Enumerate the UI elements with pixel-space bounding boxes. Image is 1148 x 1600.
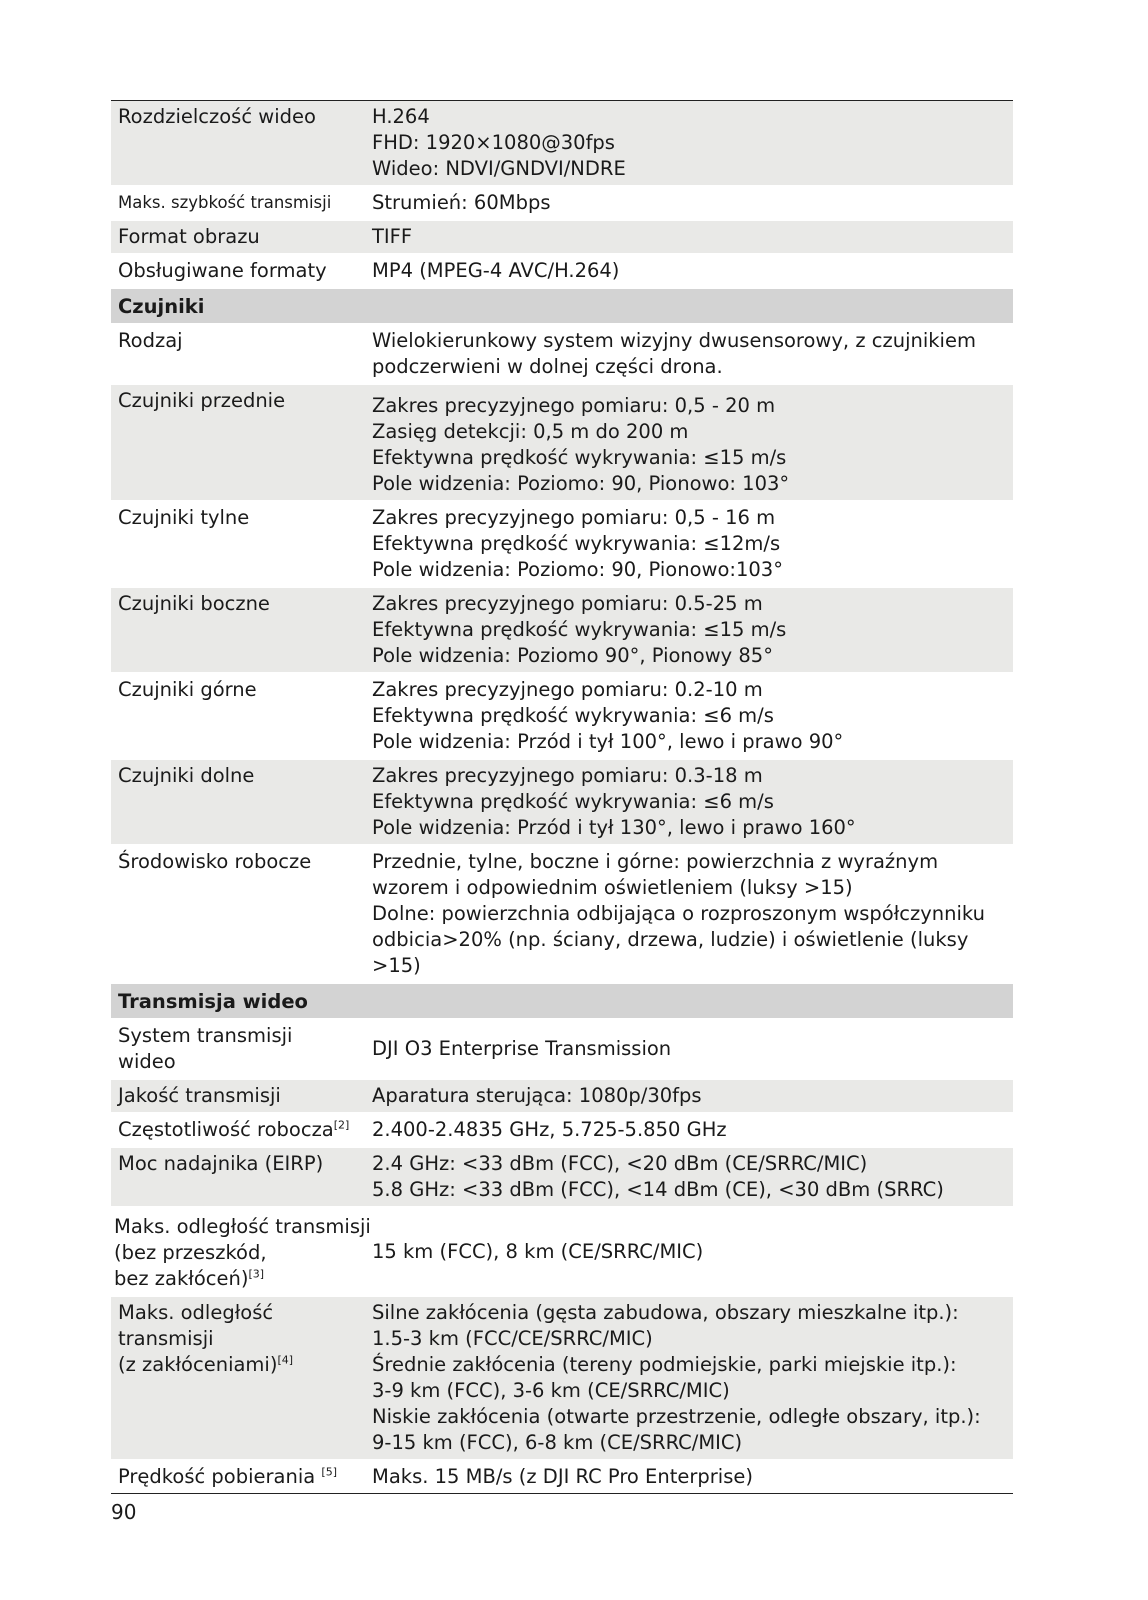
table-row: [111, 253, 1013, 287]
table-row: [111, 219, 1013, 253]
spec-key: Format obrazu: [118, 225, 260, 248]
spec-key: Czujniki boczne: [118, 592, 270, 615]
spec-key: System transmisji wideo: [118, 1024, 293, 1073]
table-row: [111, 1078, 1013, 1112]
table-row: [111, 500, 1013, 586]
spec-key: Rodzaj: [118, 329, 183, 352]
spec-value: Wielokierunkowy system wizyjny dwusensorowy, z czujnikiem podczerwieni w dolnej części drona.: [372, 329, 976, 378]
spec-value: MP4 (MPEG-4 AVC/H.264): [372, 259, 620, 282]
spec-value: 15 km (FCC), 8 km (CE/SRRC/MIC): [372, 1239, 704, 1263]
table-row: [111, 844, 1013, 982]
table-row: [111, 1112, 1013, 1146]
page-number: 90: [111, 1500, 137, 1524]
table-row: [111, 1018, 1013, 1078]
table-row: [111, 185, 1013, 219]
spec-value: Strumień: 60Mbps: [372, 191, 551, 214]
section-header: Transmisja wideo: [111, 982, 1013, 1018]
spec-value: Zakres precyzyjnego pomiaru: 0.2-10 m Efektywna prędkość wykrywania: ≤6 m/s Pole widzenia: Przód i tył 100°, lewo i prawo 90°: [372, 678, 844, 753]
spec-key: Częstotliwość robocza[2]: [118, 1118, 350, 1141]
footnote-ref: [2]: [333, 1118, 350, 1132]
spec-value: Przednie, tylne, boczne i górne: powierzchnia z wyraźnym wzorem i odpowiednim oświetleniem (luksy >15) Dolne: powierzchnia odbijająca o rozproszonym współczynniku odbicia>20% (np. ściany, drzewa, ludzie) i oświetlenie (luksy >15): [372, 850, 985, 977]
spec-value: Zakres precyzyjnego pomiaru: 0.5-25 m Efektywna prędkość wykrywania: ≤15 m/s Pole widzenia: Poziomo 90°, Pionowy 85°: [372, 592, 787, 667]
footnote-ref: [5]: [321, 1465, 338, 1479]
spec-key: Maks. odległość transmisji (z zakłóceniami)[4]: [118, 1301, 294, 1376]
spec-value: Zakres precyzyjnego pomiaru: 0,5 - 16 m Efektywna prędkość wykrywania: ≤12m/s Pole widzenia: Poziomo: 90, Pionowo:103°: [372, 506, 783, 581]
table-row: [111, 101, 1013, 185]
spec-value: Silne zakłócenia (gęsta zabudowa, obszary mieszkalne itp.): 1.5-3 km (FCC/CE/SRRC/MIC) Średnie zakłócenia (tereny podmiejskie, parki miejskie itp.): 3-9 km (FCC), 3-6 km (CE/SRRC/MIC) Niskie zakłócenia (otwarte przestrzenie, odległe obszary, itp.): 9-15 km (FCC), 6-8 km (CE/SRRC/MIC): [372, 1301, 981, 1454]
table-row: [111, 672, 1013, 758]
footnote-ref: [3]: [248, 1267, 265, 1281]
spec-value: 2.4 GHz: <33 dBm (FCC), <20 dBm (CE/SRRC/MIC) 5.8 GHz: <33 dBm (FCC), <14 dBm (CE), <30 dBm (SRRC): [372, 1152, 944, 1201]
table-row: [111, 1206, 1013, 1295]
spec-value: Zakres precyzyjnego pomiaru: 0,5 - 20 m Zasięg detekcji: 0,5 m do 200 m Efektywna prędkość wykrywania: ≤15 m/s Pole widzenia: Poziomo: 90, Pionowo: 103°: [372, 394, 790, 495]
table-row: [111, 1295, 1013, 1459]
spec-key: Rozdzielczość wideo: [118, 105, 316, 128]
spec-value: Maks. 15 MB/s (z DJI RC Pro Enterprise): [372, 1465, 753, 1488]
table-row: [111, 1146, 1013, 1206]
spec-table: [111, 100, 1013, 1494]
spec-key: Prędkość pobierania [5]: [118, 1465, 338, 1488]
spec-key: Czujniki tylne: [118, 506, 250, 529]
table-row: [111, 758, 1013, 844]
spec-value: DJI O3 Enterprise Transmission: [372, 1037, 672, 1060]
spec-key: Moc nadajnika (EIRP): [118, 1152, 324, 1175]
spec-key: Czujniki dolne: [118, 764, 255, 787]
table-row: [111, 586, 1013, 672]
table-row: [111, 323, 1013, 383]
spec-key: Maks. odległość transmisji (bez przeszkód, bez zakłóceń)[3]: [114, 1215, 371, 1290]
spec-value: TIFF: [372, 225, 413, 248]
spec-key: Czujniki górne: [118, 678, 257, 701]
spec-key: Środowisko robocze: [118, 850, 312, 873]
spec-key: Czujniki przednie: [118, 389, 286, 412]
spec-value: 2.400-2.4835 GHz, 5.725-5.850 GHz: [372, 1118, 727, 1141]
table-row: [111, 383, 1013, 500]
spec-value: Aparatura sterująca: 1080p/30fps: [372, 1084, 702, 1107]
footnote-ref: [4]: [277, 1353, 294, 1367]
spec-value: Zakres precyzyjnego pomiaru: 0.3-18 m Efektywna prędkość wykrywania: ≤6 m/s Pole widzenia: Przód i tył 130°, lewo i prawo 160°: [372, 764, 856, 839]
spec-value: H.264 FHD: 1920×1080@30fps Wideo: NDVI/GNDVI/NDRE: [372, 105, 626, 180]
section-header: Czujniki: [111, 287, 1013, 323]
spec-key: Maks. szybkość transmisji: [118, 193, 332, 212]
spec-key: Obsługiwane formaty: [118, 259, 327, 282]
table-row: [111, 1459, 1013, 1493]
spec-key: Jakość transmisji: [118, 1084, 281, 1107]
